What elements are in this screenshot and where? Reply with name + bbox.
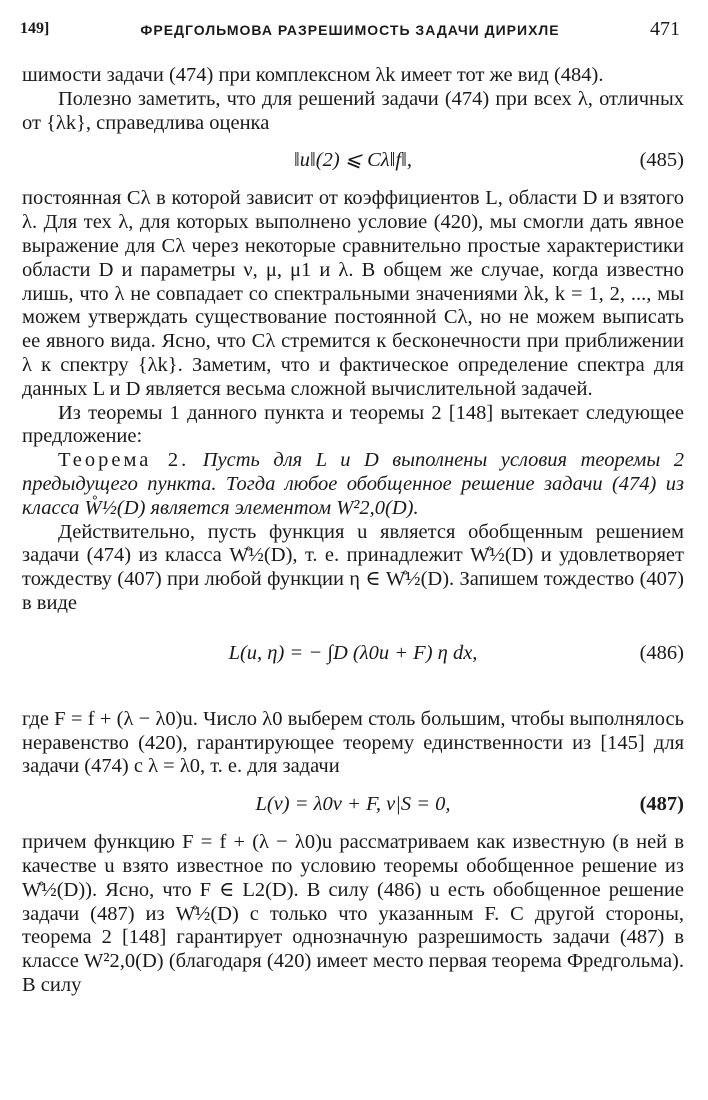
section-number: 149] <box>20 20 50 37</box>
equation-485-number: (485) <box>639 149 684 172</box>
paragraph-5: Действительно, пусть функция u является обобщенным решением задачи (474) из класса W̊½(D), т. е. принадлежит W̊½(D) и удовлетворяет тождеству (407) при любой функции η ∈ W̊½(D). Запишем тождество (407) в виде <box>22 520 684 614</box>
equation-486-expression: L(u, η) = − ∫D (λ0u + F) η dx, <box>228 641 478 664</box>
equation-487 <box>22 783 684 827</box>
paragraph-2: Полезно заметить, что для решений задачи (474) при всех λ, отличных от {λk}, справедлива оценка <box>22 87 684 134</box>
equation-485-expression: ‖u‖(2) ⩽ Cλ‖f‖, <box>294 149 412 172</box>
page-number: 471 <box>650 18 680 40</box>
equation-485 <box>22 139 684 183</box>
theorem-statement: Пусть для L и D выполнены условия теоремы 2 предыдущего пункта. Тогда любое обобщенное решение задачи (474) из класса W̊½(D) является элементом W²2,0(D). <box>22 449 685 519</box>
running-title: ФРЕДГОЛЬМОВА РАЗРЕШИМОСТЬ ЗАДАЧИ ДИРИХЛЕ <box>140 22 560 38</box>
equation-487-number: (487) <box>639 793 684 816</box>
paragraph-1: шимости задачи (474) при комплексном λk имеет тот же вид (484). <box>22 64 604 86</box>
equation-486 <box>22 620 684 704</box>
paragraph-7: причем функцию F = f + (λ − λ0)u рассматриваем как известную (в ней в качестве u взято известное по условию теоремы обобщенное решение из W̊½(D)). Ясно, что F ∈ L2(D). В силу (486) u есть обобщенное решение задачи (487) из W̊½(D) с только что указанным F. С другой стороны, теорема 2 [148] гарантирует однозначную разрешимость задачи (487) в классе W²2,0(D) (благодаря (420) имеет место первая теорема Фредгольма). В силу <box>22 831 684 996</box>
paragraph-4: Из теоремы 1 данного пункта и теоремы 2 [148] вытекает следующее предложение: <box>22 401 684 448</box>
page-body <box>22 64 684 998</box>
paragraph-6: где F = f + (λ − λ0)u. Число λ0 выберем столь большим, чтобы выполнялось неравенство (420), гарантирующее теорему единственности из [145] для задачи (474) с λ = λ0, т. е. для задачи <box>22 707 684 778</box>
page-header <box>20 14 680 48</box>
theorem-2 <box>22 449 684 520</box>
theorem-label: Теорема 2. <box>58 449 190 472</box>
equation-487-expression: L(v) = λ0v + F, v|S = 0, <box>255 793 451 816</box>
paragraph-3: постоянная Cλ в которой зависит от коэффициентов L, области D и взятого λ. Для тех λ, для которых выполнено условие (420), мы смогли дать явное выражение для Cλ через некоторые сравнительно простые характеристики области D и параметры ν, μ, μ1 и λ. В общем же случае, когда известно лишь, что λ не совпадает со спектральными значениями λk, k = 1, 2, ..., мы можем утверждать существование постоянной Cλ, но не можем выписать ее явного вида. Ясно, что Cλ стремится к бесконечности при приближении λ к спектру {λk}. Заметим, что и фактическое определение спектра для данных L и D является весьма сложной вычислительной задачей. <box>22 187 684 400</box>
equation-486-number: (486) <box>639 641 684 664</box>
